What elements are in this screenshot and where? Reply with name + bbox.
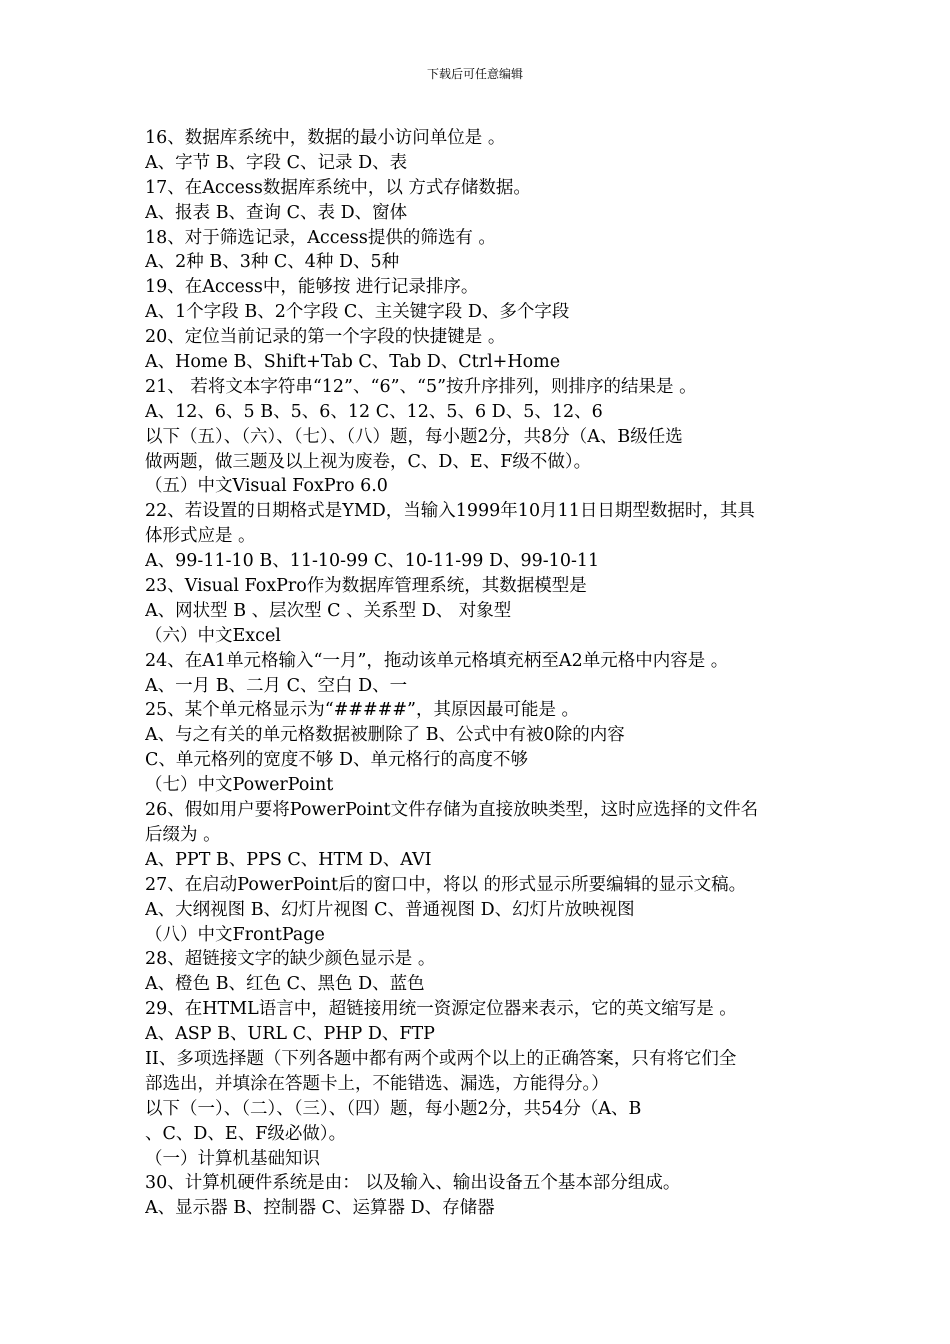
section-heading: （六）中文Excel bbox=[145, 625, 281, 646]
question-23-text: 23、Visual FoxPro作为数据库管理系统，其数据模型是 bbox=[145, 576, 587, 597]
document-body bbox=[145, 126, 811, 1221]
question-21-text: 21、 若将文本字符串“12”、“6”、“5”按升序排列，则排序的结果是 。 bbox=[145, 376, 697, 397]
question-21-options: A、12、6、5 B、5、6、12 C、12、5、6 D、5、12、6 bbox=[145, 401, 603, 422]
question-22-options: A、99-11-10 B、11-10-99 C、10-11-99 D、99-10-11 bbox=[145, 551, 600, 572]
question-17-text: 17、在Access数据库系统中，以 方式存储数据。 bbox=[145, 177, 531, 198]
question-28-options: A、橙色 B、红色 C、黑色 D、蓝色 bbox=[145, 974, 425, 995]
question-27-options: A、大纲视图 B、幻灯片视图 C、普通视图 D、幻灯片放映视图 bbox=[145, 899, 635, 920]
question-24-options: A、一月 B、二月 C、空白 D、一 bbox=[145, 675, 408, 696]
question-27-text: 27、在启动PowerPoint后的窗口中，将以 的形式显示所要编辑的显示文稿。 bbox=[145, 874, 747, 895]
question-25-text: 25、某个单元格显示为“#####”，其原因最可能是 。 bbox=[145, 700, 580, 721]
question-30-options: A、显示器 B、控制器 C、运算器 D、存储器 bbox=[145, 1198, 495, 1219]
question-20-text: 20、定位当前记录的第一个字段的快捷键是 。 bbox=[145, 327, 506, 348]
part-heading: II、多项选择题（下列各题中都有两个或两个以上的正确答案，只有将它们全 bbox=[145, 1048, 737, 1069]
question-22-text: 体形式应是 。 bbox=[145, 526, 256, 547]
section-heading: （八）中文FrontPage bbox=[145, 924, 325, 945]
question-22-text: 22、若设置的日期格式是YMD，当输入1999年10月11日日期型数据时，其具 bbox=[145, 501, 755, 522]
question-26-text: 26、假如用户要将PowerPoint文件存储为直接放映类型，这时应选择的文件名 bbox=[145, 800, 759, 821]
question-29-options: A、ASP B、URL C、PHP D、FTP bbox=[145, 1024, 435, 1045]
section-heading: （七）中文PowerPoint bbox=[145, 775, 334, 796]
section-instruction: 以下（五）、（六）、（七）、（八）题，每小题2分，共8分（A、B级任选 bbox=[145, 426, 683, 447]
question-25-options: C、单元格列的宽度不够 D、单元格行的高度不够 bbox=[145, 750, 528, 771]
question-30-text: 30、计算机硬件系统是由： 以及输入、输出设备五个基本部分组成。 bbox=[145, 1173, 681, 1194]
question-28-text: 28、超链接文字的缺少颜色显示是 。 bbox=[145, 949, 436, 970]
section-heading: （五）中文Visual FoxPro 6.0 bbox=[145, 476, 388, 497]
question-18-options: A、2种 B、3种 C、4种 D、5种 bbox=[145, 252, 400, 273]
question-20-options: A、Home B、Shift+Tab C、Tab D、Ctrl+Home bbox=[145, 352, 561, 373]
question-18-text: 18、对于筛选记录，Access提供的筛选有 。 bbox=[145, 227, 496, 248]
section-instruction: 以下（一）、（二）、（三）、（四）题，每小题2分，共54分（A、B bbox=[145, 1098, 642, 1119]
section-instruction: 、C、D、E、F级必做）。 bbox=[145, 1123, 347, 1144]
section-instruction: 做两题，做三题及以上视为废卷，C、D、E、F级不做）。 bbox=[145, 451, 592, 472]
question-24-text: 24、在A1单元格输入“一月”，拖动该单元格填充柄至A2单元格中内容是 。 bbox=[145, 650, 729, 671]
question-16-options: A、字节 B、字段 C、记录 D、表 bbox=[145, 152, 408, 173]
part-heading: 部选出，并填涂在答题卡上，不能错选、漏选，方能得分。） bbox=[145, 1073, 609, 1094]
question-19-text: 19、在Access中，能够按 进行记录排序。 bbox=[145, 277, 479, 298]
question-23-options: A、网状型 B 、层次型 C 、关系型 D、 对象型 bbox=[145, 600, 512, 621]
section-heading: （一）计算机基础知识 bbox=[145, 1148, 320, 1169]
question-16-text: 16、数据库系统中，数据的最小访问单位是 。 bbox=[145, 128, 506, 148]
question-29-text: 29、在HTML语言中，超链接用统一资源定位器来表示，它的英文缩写是 。 bbox=[145, 999, 737, 1020]
question-19-options: A、1个字段 B、2个字段 C、主关键字段 D、多个字段 bbox=[145, 302, 570, 323]
question-25-options: A、与之有关的单元格数据被删除了 B、公式中有被0除的内容 bbox=[145, 725, 625, 746]
question-26-text: 后缀为 。 bbox=[145, 824, 221, 845]
question-17-options: A、报表 B、查询 C、表 D、窗体 bbox=[145, 202, 408, 223]
page-header: 下载后可任意编辑 bbox=[426, 67, 523, 81]
question-26-options: A、PPT B、PPS C、HTM D、AVI bbox=[145, 849, 432, 870]
